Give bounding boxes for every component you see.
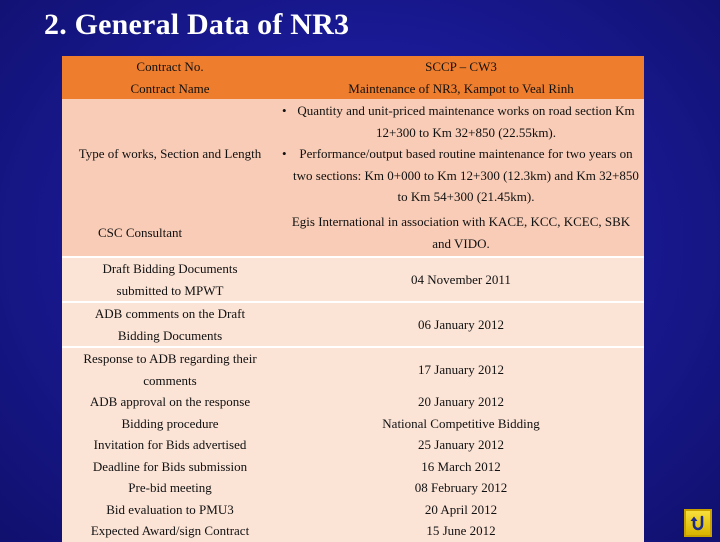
row-value: 25 January 2012 [278,434,644,456]
row-label: Deadline for Bids submission [62,456,278,478]
table-row [62,78,644,100]
bullet-icon: • [282,146,287,162]
table-row [62,257,644,302]
list-item: • Performance/output based routine maintenance for two years on two sections: Km 0+000 to Km 12+300 (12.3km) and Km 32+850 to Km 54+300 (21.45km). [282,143,640,208]
table-row [62,499,644,521]
table-row [62,434,644,456]
row-label: Type of works, Section and Length [62,99,278,209]
table-row [62,302,644,347]
row-value: 20 January 2012 [278,391,644,413]
row-value: Egis International in association with KACE, KCC, KCEC, SBK and VIDO. [278,209,644,257]
works-bullet-list [282,100,640,208]
row-label: Expected Award/sign Contract [62,520,278,542]
slide-title: 2. General Data of NR3 [44,8,350,41]
row-label: Draft Bidding Documents submitted to MPWT [62,257,278,302]
row-label: Invitation for Bids advertised [62,434,278,456]
table-row [62,413,644,435]
row-value: SCCP – CW3 [278,56,644,78]
return-arrow-icon [688,513,708,533]
table-row [62,520,644,542]
row-value: 16 March 2012 [278,456,644,478]
row-label: CSC Consultant [62,209,278,257]
general-data-table [62,56,644,542]
row-value: Maintenance of NR3, Kampot to Veal Rinh [278,78,644,100]
row-label: Contract Name [62,78,278,100]
table-row [62,209,644,257]
table-row [62,391,644,413]
table-row [62,56,644,78]
row-label: Pre-bid meeting [62,477,278,499]
row-value: 20 April 2012 [278,499,644,521]
table-row [62,347,644,391]
row-label: Contract No. [62,56,278,78]
row-label: ADB comments on the Draft Bidding Documents [62,302,278,347]
bullet-icon: • [282,103,287,119]
return-button[interactable] [684,509,712,537]
row-value [278,99,644,209]
row-value: 17 January 2012 [278,347,644,391]
row-label: ADB approval on the response [62,391,278,413]
row-value: 08 February 2012 [278,477,644,499]
list-item: • Quantity and unit-priced maintenance works on road section Km 12+300 to Km 32+850 (22.55km). [282,100,640,143]
row-label: Bid evaluation to PMU3 [62,499,278,521]
table-row [62,99,644,209]
row-value: 06 January 2012 [278,302,644,347]
row-label: Bidding procedure [62,413,278,435]
row-value: National Competitive Bidding [278,413,644,435]
table-row [62,477,644,499]
row-value: 15 June 2012 [278,520,644,542]
row-value: 04 November 2011 [278,257,644,302]
table-row [62,456,644,478]
row-label: Response to ADB regarding their comments [62,347,278,391]
